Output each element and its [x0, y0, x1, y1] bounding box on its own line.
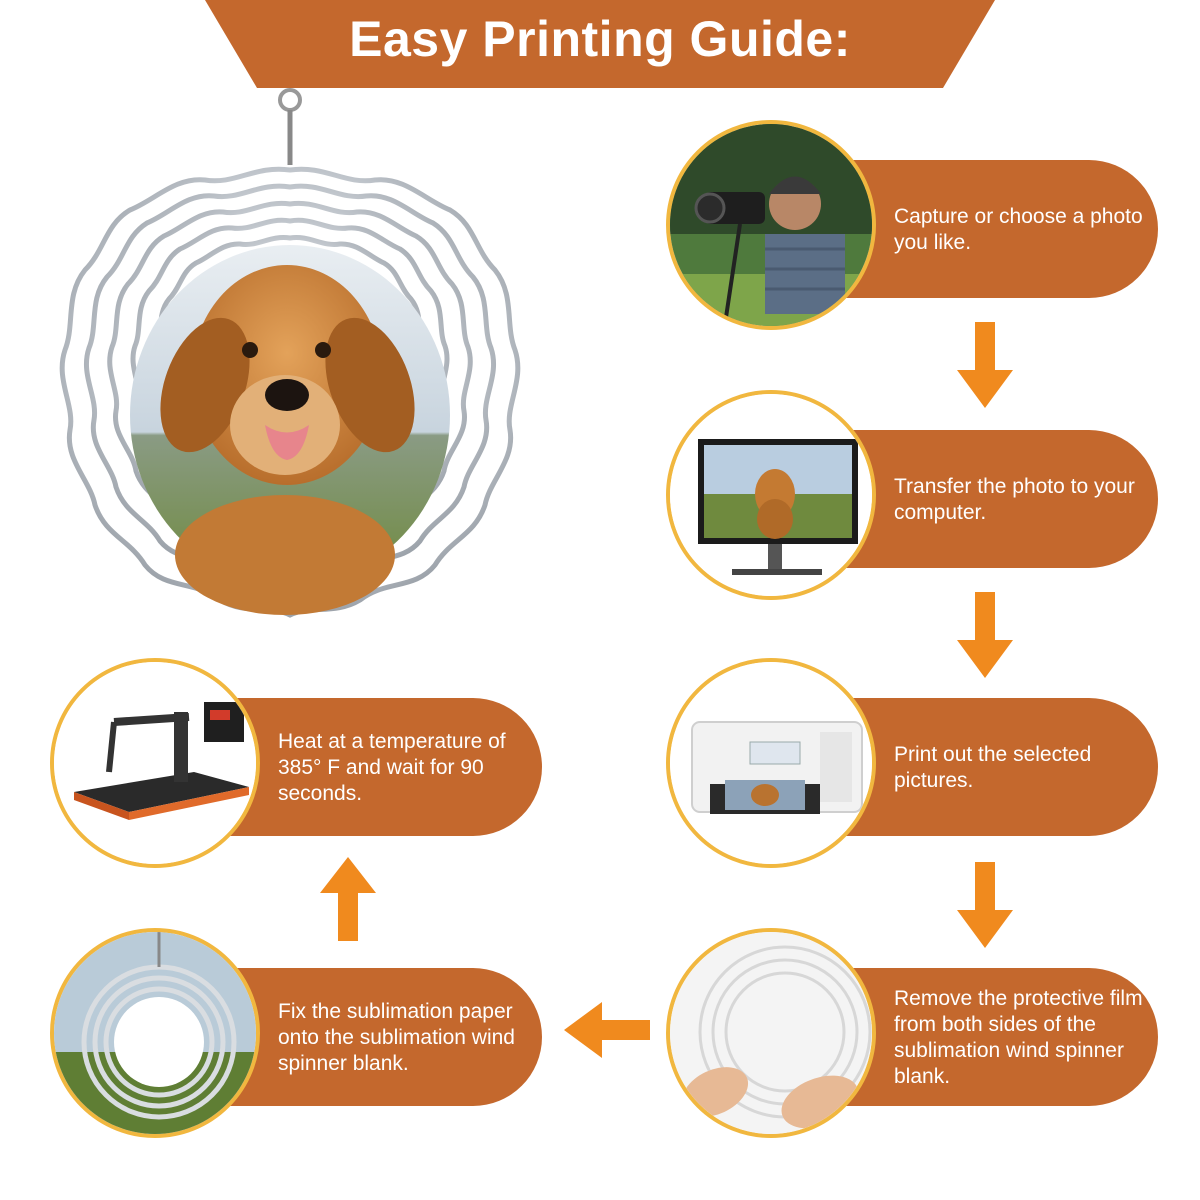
- step-text: Print out the selected pictures.: [894, 743, 1092, 792]
- step-transfer-photo: [666, 390, 1166, 610]
- wind-spinner-product-image: [55, 85, 535, 645]
- step-text: Remove the protective film from both sides of the sublimation wind spinner blank.: [894, 987, 1143, 1088]
- arrow-left-icon: [560, 1000, 650, 1060]
- header-banner: [205, 0, 995, 88]
- monitor-image: [666, 390, 876, 600]
- step-heat-press: [50, 658, 550, 878]
- photographer-image: [666, 120, 876, 330]
- printer-image: [666, 658, 876, 868]
- step-capture-photo: [666, 120, 1166, 340]
- heat-press-image: [50, 658, 260, 868]
- step-text: Fix the sublimation paper onto the sublimation wind spinner blank.: [278, 1000, 515, 1075]
- page-title: Easy Printing Guide:: [349, 11, 851, 67]
- step-text: Capture or choose a photo you like.: [894, 205, 1143, 254]
- step-text: Transfer the photo to your computer.: [894, 475, 1135, 524]
- step-fix-paper: [50, 928, 550, 1148]
- remove-film-image: [666, 928, 876, 1138]
- step-text: Heat at a temperature of 385° F and wait for 90 seconds.: [278, 730, 506, 805]
- step-print-pictures: [666, 658, 1166, 878]
- step-remove-film: [666, 928, 1166, 1148]
- spinner-blank-image: [50, 928, 260, 1138]
